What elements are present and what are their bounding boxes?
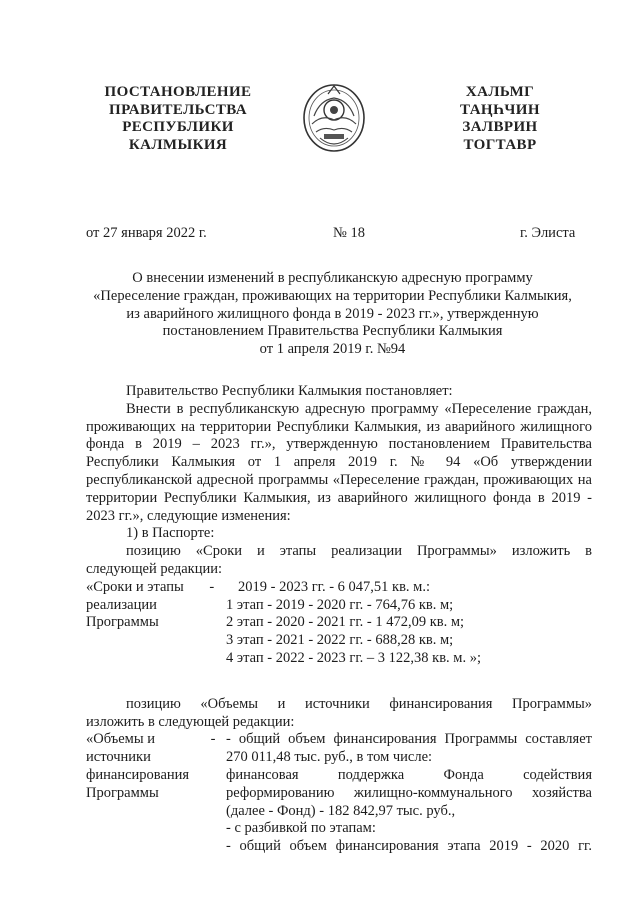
table-row <box>86 838 592 856</box>
terms-label-line: реализации <box>86 596 157 613</box>
position-terms-intro-cont: следующей редакции: <box>86 560 223 577</box>
document-city: г. Элиста <box>520 225 576 241</box>
header-kalm-line: ТОГТАВР <box>463 136 537 153</box>
header-kalm-line: ЗАЛВРИН <box>462 119 538 135</box>
table-row <box>86 632 592 650</box>
table-row <box>86 731 592 749</box>
title-line: О внесении изменений в республиканскую адресную программу <box>132 270 533 286</box>
funding-line: - с разбивкой по этапам: <box>226 820 376 837</box>
table-row <box>86 650 592 668</box>
funding-dash: - <box>210 731 216 748</box>
item-passport: 1) в Паспорте: <box>126 525 215 542</box>
header-ru-line: ПРАВИТЕЛЬСТВА <box>109 101 247 118</box>
header-kalm-line: ХАЛЬМГ <box>465 84 535 100</box>
terms-label-line: «Сроки и этапы <box>86 578 184 595</box>
document-date: от 27 января 2022 г. <box>86 225 207 241</box>
resolves-line: Правительство Республики Калмыкия постановляет: <box>126 383 453 399</box>
table-row <box>86 820 592 838</box>
title-line: постановлением Правительства Республики Калмыкия <box>162 323 503 340</box>
funding-line: реформированию жилищно-коммунального хозяйства <box>226 784 592 801</box>
title-line: из аварийного жилищного фонда в 2019 - 2023 гг.», утвержденную <box>126 305 539 322</box>
header-ru <box>92 84 264 154</box>
position-funding-intro: позицию «Объемы и источники финансирования Программы» <box>126 695 592 712</box>
header-ru-line: ПОСТАНОВЛЕНИЕ <box>104 84 252 100</box>
terms-dash: - <box>209 578 215 595</box>
paragraph-amendments: Внести в республиканскую адресную программу «Переселение граждан, проживающих на территории Республики Калмыкия, из аварийного жилищного фонда в 2019 – 2023 гг.», утвержденную постановлением Правительства Республики Калмыкия от 1 апреля 2019 г. № 94 «Об утверждении республиканской адресной программы «Переселение граждан, проживающих на территории Республики Калмыкия, из аварийного жилищного фонда в 2019 - 2023 гг.», следующие изменения: <box>86 400 592 524</box>
table-row <box>86 579 592 597</box>
document-title <box>80 270 585 359</box>
funding-label-line: источники <box>86 749 151 766</box>
table-row <box>86 614 592 632</box>
funding-line: - общий объем финансирования этапа 2019 - 2020 гг. <box>226 838 592 855</box>
title-line: от 1 апреля 2019 г. №94 <box>259 341 406 358</box>
header-ru-line: РЕСПУБЛИКИ <box>122 119 234 135</box>
table-row <box>86 803 592 821</box>
table-row <box>86 785 592 803</box>
funding-label-line: «Объемы и <box>86 731 155 748</box>
table-row <box>86 597 592 615</box>
funding-label <box>86 731 226 749</box>
funding-line: финансовая поддержка Фонда содействия <box>226 766 592 783</box>
document-body <box>86 383 592 856</box>
terms-label <box>86 579 226 597</box>
title-line: «Переселение граждан, проживающих на территории Республики Калмыкия, <box>93 287 572 304</box>
terms-value: 2019 - 2023 гг. - 6 047,51 кв. м.: <box>238 578 431 595</box>
terms-label-line: Программы <box>86 614 159 631</box>
header-kalm-line: ТАҢҺЧИН <box>460 101 540 118</box>
terms-value: 2 этап - 2020 - 2021 гг. - 1 472,09 кв. м; <box>226 614 465 631</box>
document-number: № 18 <box>333 225 365 241</box>
table-row <box>86 767 592 785</box>
position-funding-intro-cont: изложить в следующей редакции: <box>86 713 295 730</box>
coat-of-arms-icon <box>300 80 368 156</box>
funding-table <box>86 731 592 856</box>
header-kalm <box>440 84 560 154</box>
header-ru-line: КАЛМЫКИЯ <box>128 136 228 153</box>
funding-line: (далее - Фонд) - 182 842,97 тыс. руб., <box>226 802 456 819</box>
table-row <box>86 749 592 767</box>
terms-value: 1 этап - 2019 - 2020 гг. - 764,76 кв. м; <box>226 596 454 613</box>
funding-line: - общий объем финансирования Программы составляет <box>226 731 592 748</box>
funding-label-line: Программы <box>86 784 159 801</box>
terms-value: 4 этап - 2022 - 2023 гг. – 3 122,38 кв. м. »; <box>226 649 482 666</box>
funding-label-line: финансирования <box>86 766 190 783</box>
funding-line: 270 011,48 тыс. руб., в том числе: <box>226 749 433 766</box>
terms-table <box>86 579 592 668</box>
terms-value: 3 этап - 2021 - 2022 гг. - 688,28 кв. м; <box>226 632 454 649</box>
position-terms-intro: позицию «Сроки и этапы реализации Программы» изложить в <box>126 543 592 560</box>
